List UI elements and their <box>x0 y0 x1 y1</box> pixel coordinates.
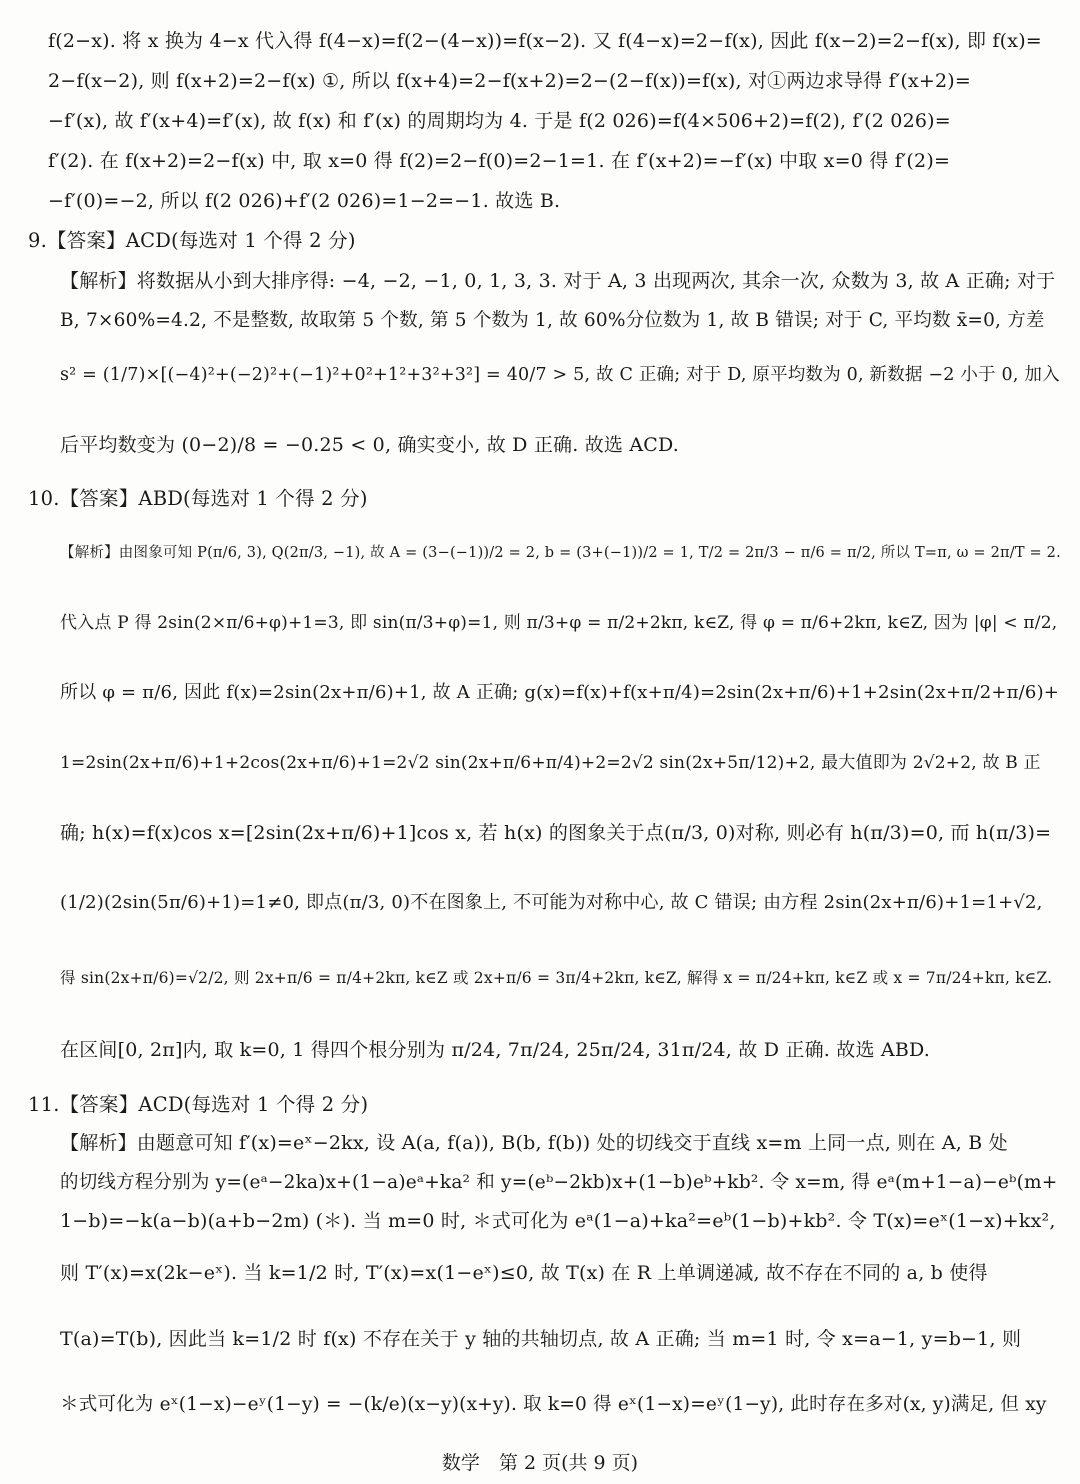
q11-line-2: 的切线方程分别为 y=(eᵃ−2ka)x+(1−a)eᵃ+ka² 和 y=(eᵇ−2kb)x+(1−b)eᵇ+kb². 令 x=m, 得 eᵃ(m+1−a)−eᵇ(m+ <box>60 1172 1058 1193</box>
q9-line-1: 【解析】将数据从小到大排序得: −4, −2, −1, 0, 1, 3, 3. 对于 A, 3 出现两次, 其余一次, 众数为 3, 故 A 正确; 对于 <box>60 270 1056 292</box>
q10-line-5: 确; h(x)=f(x)cos x=[2sin(2x+π/6)+1]cos x, 若 h(x) 的图象关于点(π/3, 0)对称, 则必有 h(π/3)=0, 而 h(π/3)= <box>60 822 1052 844</box>
q11-line-5: T(a)=T(b), 因此当 k=1/2 时 f(x) 不存在关于 y 轴的共轴切点, 故 A 正确; 当 m=1 时, 令 x=a−1, y=b−1, 则 <box>60 1328 1022 1350</box>
q9-line-2: B, 7×60%=4.2, 不是整数, 故取第 5 个数, 第 5 个数为 1, 故 60%分位数为 1, 故 B 错误; 对于 C, 平均数 x̄=0, 方差 <box>60 310 1045 331</box>
q9-answer-header: 9.【答案】ACD(每选对 1 个得 2 分) <box>28 229 356 252</box>
q10-line-8: 在区间[0, 2π]内, 取 k=0, 1 得四个根分别为 π/24, 7π/24, 25π/24, 31π/24, 故 D 正确. 故选 ABD. <box>60 1039 930 1061</box>
q10-line-6: (1/2)(2sin(5π/6)+1)=1≠0, 即点(π/3, 0)不在图象上, 不可能为对称中心, 故 C 错误; 由方程 2sin(2x+π/6)+1=1+√2, <box>60 892 1043 913</box>
q9-line-3: s² = (1/7)×[(−4)²+(−2)²+(−1)²+0²+1²+3²+3²] = 40/7 > 5, 故 C 正确; 对于 D, 原平均数为 0, 新数据 −2 小于 0, 加入 <box>60 365 1060 385</box>
q10-line-4: 1=2sin(2x+π/6)+1+2cos(2x+π/6)+1=2√2 sin(2x+π/6+π/4)+2=2√2 sin(2x+5π/12)+2, 最大值即为 2√2+2, 故 B 正 <box>60 753 1041 773</box>
q11-line-4: 则 T′(x)=x(2k−eˣ). 当 k=1/2 时, T′(x)=x(1−eˣ)≤0, 故 T(x) 在 R 上单调递减, 故不存在不同的 a, b 使得 <box>60 1262 988 1284</box>
q8-line-2: 2−f(x−2), 则 f(x+2)=2−f(x) ①, 所以 f(x+4)=2−f(x+2)=2−(2−f(x))=f(x), 对①两边求导得 f′(x+2)= <box>48 70 972 92</box>
q11-line-1: 【解析】由题意可知 f′(x)=eˣ−2kx, 设 A(a, f(a)), B(b, f(b)) 处的切线交于直线 x=m 上同一点, 则在 A, B 处 <box>60 1132 1008 1154</box>
q8-line-1: f(2−x). 将 x 换为 4−x 代入得 f(4−x)=f(2−(4−x))=f(x−2). 又 f(4−x)=2−f(x), 因此 f(x−2)=2−f(x), 即 f(x)= <box>48 30 1042 52</box>
q11-line-3: 1−b)=−k(a−b)(a+b−2m) (＊). 当 m=0 时, ＊式可化为 eᵃ(1−a)+ka²=eᵇ(1−b)+kb². 令 T(x)=eˣ(1−x)+kx², <box>60 1210 1056 1232</box>
q9-line-4: 后平均数变为 (0−2)/8 = −0.25 < 0, 确实变小, 故 D 正确. 故选 ACD. <box>60 434 680 456</box>
q10-line-3: 所以 φ = π/6, 因此 f(x)=2sin(2x+π/6)+1, 故 A 正确; g(x)=f(x)+f(x+π/4)=2sin(2x+π/6)+1+2sin(2x+π/2+π/6)+ <box>60 682 1060 703</box>
q10-answer-header: 10.【答案】ABD(每选对 1 个得 2 分) <box>28 487 368 510</box>
q10-line-2: 代入点 P 得 2sin(2×π/6+φ)+1=3, 即 sin(π/3+φ)=1, 则 π/3+φ = π/2+2kπ, k∈Z, 得 φ = π/6+2kπ, k∈Z, 因为 |φ| < π/2, <box>60 613 1058 633</box>
q10-line-1: 【解析】由图象可知 P(π/6, 3), Q(2π/3, −1), 故 A = (3−(−1))/2 = 2, b = (3+(−1))/2 = 1, T/2 = 2π/3 − π/6 = π/2, 所以 T=π, ω = 2π/T = 2. <box>60 545 1061 561</box>
q8-line-5: −f′(0)=−2, 所以 f(2 026)+f′(2 026)=1−2=−1. 故选 B. <box>48 190 561 212</box>
q8-line-4: f′(2). 在 f(x+2)=2−f(x) 中, 取 x=0 得 f(2)=2−f(0)=2−1=1. 在 f′(x+2)=−f′(x) 中取 x=0 得 f′(2)= <box>48 150 951 172</box>
q11-line-6: ＊式可化为 eˣ(1−x)−eʸ(1−y) = −(k/e)(x−y)(x+y). 取 k=0 得 eˣ(1−x)=eʸ(1−y), 此时存在多对(x, y)满足, 但 xy <box>60 1394 1047 1415</box>
page-footer: 数学 第 2 页(共 9 页) <box>441 1452 639 1474</box>
q10-line-7: 得 sin(2x+π/6)=√2/2, 则 2x+π/6 = π/4+2kπ, k∈Z 或 2x+π/6 = 3π/4+2kπ, k∈Z, 解得 x = π/24+kπ, k∈Z 或 x = 7π/24+kπ, k∈Z. <box>60 969 1053 987</box>
q8-line-3: −f′(x), 故 f′(x+4)=f′(x), 故 f(x) 和 f′(x) 的周期均为 4. 于是 f(2 026)=f(4×506+2)=f(2), f′(2 026)= <box>48 110 951 132</box>
q11-answer-header: 11.【答案】ACD(每选对 1 个得 2 分) <box>28 1093 369 1116</box>
